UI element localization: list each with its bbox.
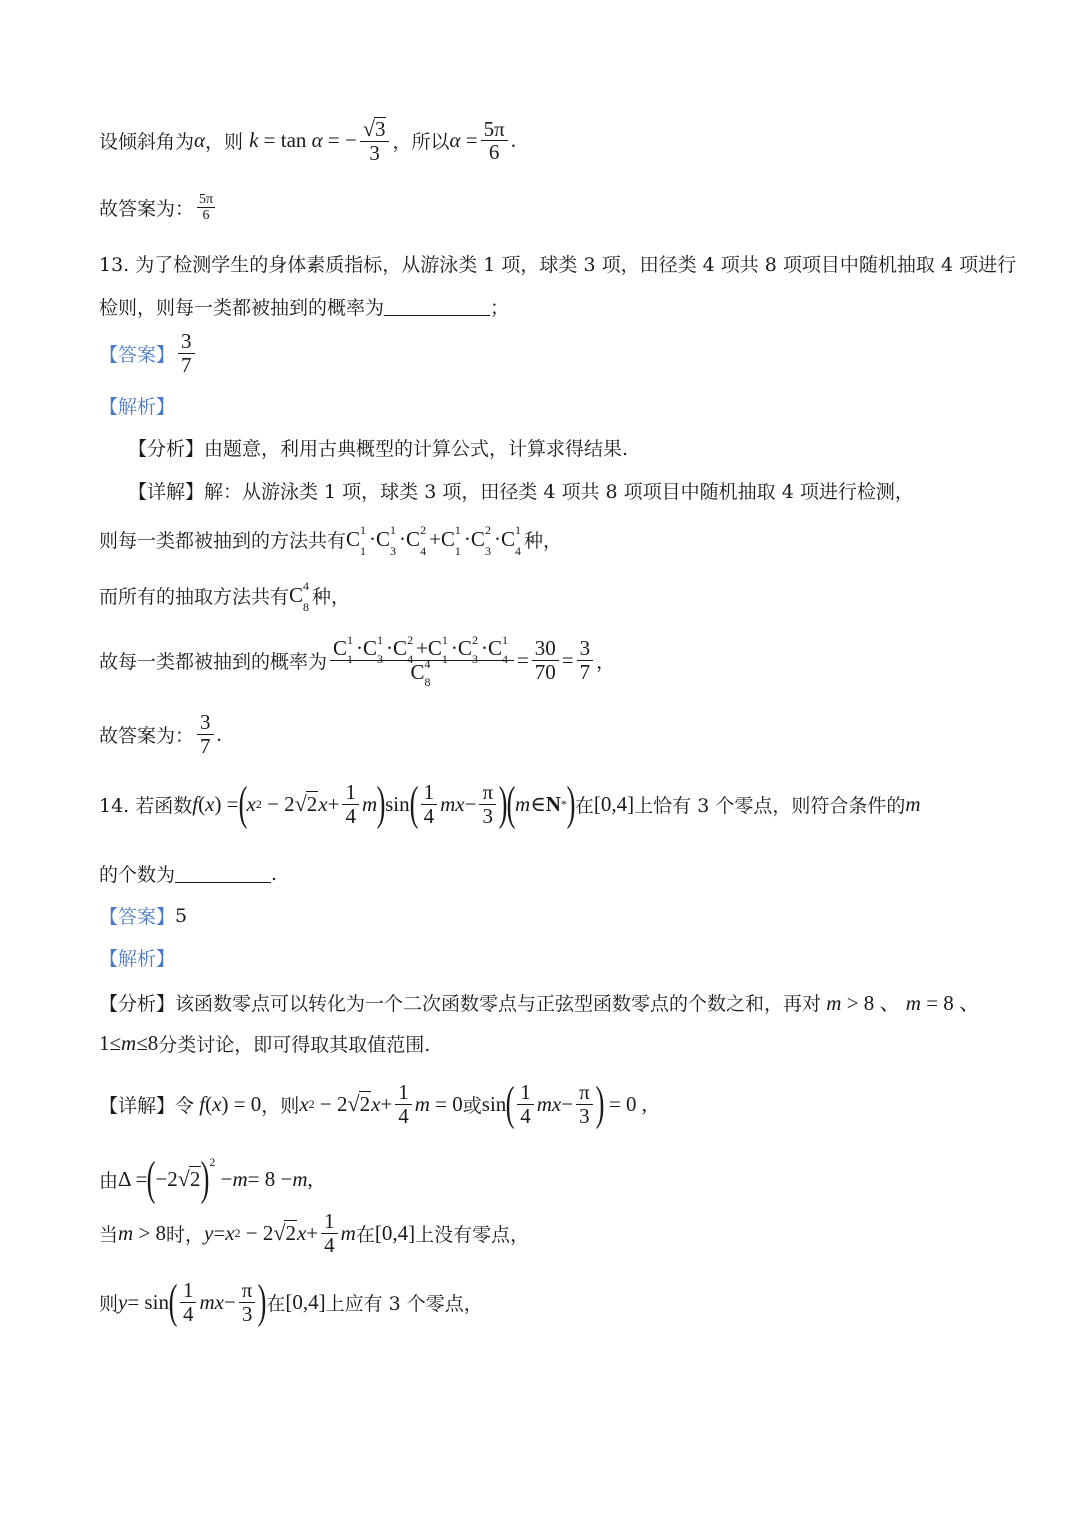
math-interval: [0,4] bbox=[285, 1289, 326, 1314]
numerator: 3 bbox=[178, 330, 195, 354]
fraction-5pi-over-6-small bbox=[197, 192, 215, 223]
math-function-def: f ( x ) = ( x 2 − 2 √ 2 x + $\frac{1}{4}$ m ) sin ( $\frac{1}{4}$ mx − $\frac{\pi}{3}$ ) ( m ∈ N * ) bbox=[192, 777, 576, 830]
math-alpha: α bbox=[194, 128, 206, 153]
text: 在 bbox=[355, 1223, 375, 1246]
question-13-line-2 bbox=[99, 293, 509, 320]
math-y-sine: y = sin ( $\frac{1}{4}$ mx − $\frac{\pi}{3}$ ) bbox=[118, 1275, 267, 1328]
fraction-5pi-over-6 bbox=[481, 118, 508, 164]
denominator: 3 bbox=[369, 140, 380, 165]
fraction-3-over-7 bbox=[197, 711, 214, 757]
text: 14. 若函数 bbox=[99, 794, 193, 817]
fenxi-label: 【分析】 bbox=[128, 438, 205, 460]
denominator: 7 bbox=[200, 733, 211, 758]
line-ways bbox=[99, 523, 562, 558]
text: 由题意，利用古典概型的计算公式，计算求得结果. bbox=[204, 438, 629, 460]
math-range: 1≤m≤8 bbox=[99, 1031, 159, 1055]
text: 则 bbox=[99, 1292, 119, 1315]
analysis-14-label bbox=[99, 944, 175, 971]
denominator: 6 bbox=[202, 208, 210, 224]
text: ，则 bbox=[261, 1094, 300, 1117]
analysis-13-label bbox=[99, 392, 175, 419]
line-when-m-gt-8 bbox=[99, 1210, 529, 1256]
fenxi-14-line-2 bbox=[99, 1030, 430, 1057]
math-sine-zero: sin ( $\frac{1}{4}$ mx − $\frac{\pi}{3}$ ) = 0 , bbox=[481, 1077, 648, 1130]
text: 在 bbox=[266, 1292, 286, 1315]
xiangjie-13 bbox=[128, 477, 914, 504]
answer-14 bbox=[99, 902, 187, 929]
text: 由 bbox=[99, 1169, 119, 1192]
text: 故答案为： bbox=[99, 724, 195, 747]
text: 种， bbox=[312, 586, 351, 608]
text: 种， bbox=[523, 530, 562, 552]
math-y-quadratic: y = x 2 − 2 √ 2 x + $\frac{1}{4}$ m bbox=[204, 1209, 356, 1257]
math-conditions: m > 8 、 m = 8 、 bbox=[826, 991, 981, 1015]
jiexi-label: 【解析】 bbox=[99, 396, 176, 418]
math-c84: C 4 8 bbox=[289, 579, 310, 614]
denominator: 70 bbox=[534, 659, 556, 684]
line-then-sine bbox=[99, 1275, 483, 1328]
math-m: m bbox=[905, 791, 921, 816]
numerator: 5π bbox=[199, 192, 214, 207]
line-slope-angle: 设倾斜角为 α ，则 k = tan α = − √ 3 3 ，所以 α = $\frac{5\pi}{6}$ . bbox=[99, 116, 516, 165]
math-k-tan: k = tan α = − bbox=[249, 128, 357, 153]
fraction-sqrt3-over-3: √ 3 3 bbox=[360, 117, 390, 164]
fraction-combinations: C 1 1 ·C 1 3 ·C 2 4 +C 1 1 ·C 2 3 ·C 1 4 C 4 8 bbox=[330, 637, 514, 683]
answer-value: 5 bbox=[175, 904, 188, 927]
sqrt-body: 3 bbox=[374, 117, 386, 141]
math-fx-zero: f(x) = 0 bbox=[199, 1091, 262, 1116]
answer-13 bbox=[99, 330, 198, 376]
denominator: 6 bbox=[488, 140, 500, 165]
numerator: 30 bbox=[532, 637, 559, 661]
text: 分类讨论，即可得取其取值范围. bbox=[158, 1034, 431, 1056]
line-answer-13: 故答案为： $\frac{3}{7}$ . bbox=[99, 710, 222, 758]
text: 则每一类都被抽到的方法共有 bbox=[99, 530, 347, 552]
line-discriminant bbox=[99, 1152, 313, 1205]
math-m-gt-8: m > 8 bbox=[118, 1220, 167, 1245]
answer-blank bbox=[175, 864, 271, 883]
answer-blank bbox=[384, 297, 490, 316]
math-combination-expr: C 1 1 ·C 1 3 ·C 2 4 +C 1 1 ·C 2 3 ·C 1 4 bbox=[346, 523, 521, 558]
text: 解：从游泳类 1 项，球类 3 项，田径类 4 项共 8 项项目中随机抽取 4 项进行检测， bbox=[204, 481, 914, 503]
line-all-ways bbox=[99, 579, 351, 614]
text: ； bbox=[490, 297, 510, 319]
answer-label: 【答案】 bbox=[99, 906, 176, 928]
text: 当 bbox=[99, 1223, 119, 1246]
text: 的个数为 bbox=[99, 864, 176, 886]
text: 设倾斜角为 bbox=[99, 131, 195, 154]
text: 令 bbox=[175, 1094, 195, 1117]
fraction-30-over-70 bbox=[532, 637, 559, 683]
jiexi-label: 【解析】 bbox=[99, 948, 176, 970]
numerator: 5π bbox=[481, 118, 508, 142]
text: ，所以 bbox=[392, 131, 450, 154]
denominator: 7 bbox=[579, 659, 591, 684]
text: 故每一类都被抽到的概率为 bbox=[99, 650, 328, 673]
text: 上应有 3 个零点， bbox=[325, 1292, 483, 1315]
line-answer-12 bbox=[99, 192, 218, 223]
question-14-line-1 bbox=[99, 777, 921, 830]
text: 上没有零点， bbox=[415, 1223, 530, 1246]
math-interval: [0,4] bbox=[374, 1220, 416, 1245]
fraction-3-over-7 bbox=[178, 330, 195, 376]
answer-label: 【答案】 bbox=[99, 343, 176, 366]
fenxi-label: 【分析】 bbox=[99, 992, 176, 1015]
numerator: 3 bbox=[197, 711, 214, 735]
denominator: 7 bbox=[181, 352, 192, 377]
xiangjie-label: 【详解】 bbox=[99, 1094, 176, 1117]
fenxi-14-line-1 bbox=[99, 987, 980, 1017]
xiangjie-14 bbox=[99, 1077, 648, 1130]
text: 上恰有 3 个零点，则符合条件的 bbox=[634, 794, 906, 817]
math-quadratic: x 2 − 2 √ 2 x + $\frac{1}{4}$ m = 0 bbox=[299, 1079, 463, 1128]
text: 该函数零点可以转化为一个二次函数零点与正弦型函数零点的个数之和，再对 bbox=[175, 992, 822, 1015]
question-13-line-1 bbox=[99, 250, 1016, 277]
math-alpha-eq: α = bbox=[449, 128, 478, 153]
numerator: 3 bbox=[577, 637, 594, 661]
text: 检则，则每一类都被抽到的概率为 bbox=[99, 297, 385, 319]
math-interval: [0,4] bbox=[593, 791, 635, 816]
text: 13. 为了检测学生的身体素质指标，从游泳类 1 项，球类 3 项，田径类 4 项共 8 项项目中随机抽取 4 项进行 bbox=[99, 254, 1017, 276]
text: 在 bbox=[574, 794, 594, 817]
text: 或 bbox=[462, 1094, 482, 1117]
text: 时， bbox=[166, 1223, 205, 1246]
text: 故答案为： bbox=[99, 198, 195, 221]
xiangjie-label: 【详解】 bbox=[128, 481, 205, 503]
math-delta: Δ = ( −2 √ 2 ) $^2$ − m = 8 − m , bbox=[118, 1152, 313, 1205]
question-14-line-2: 的个数为 . bbox=[99, 860, 277, 887]
line-probability: 故每一类都被抽到的概率为 C 1 1 ·C 1 3 ·C 2 4 +C 1 1 ·C 2 3 ·C 1 4 C 4 8 = $\frac{30}{70}$ = $\frac{3}{7}$ ， bbox=[99, 633, 616, 690]
text: 而所有的抽取方法共有 bbox=[99, 586, 290, 608]
fraction-3-over-7 bbox=[577, 637, 594, 683]
text: ，则 bbox=[205, 131, 244, 154]
fenxi-13 bbox=[128, 434, 628, 461]
